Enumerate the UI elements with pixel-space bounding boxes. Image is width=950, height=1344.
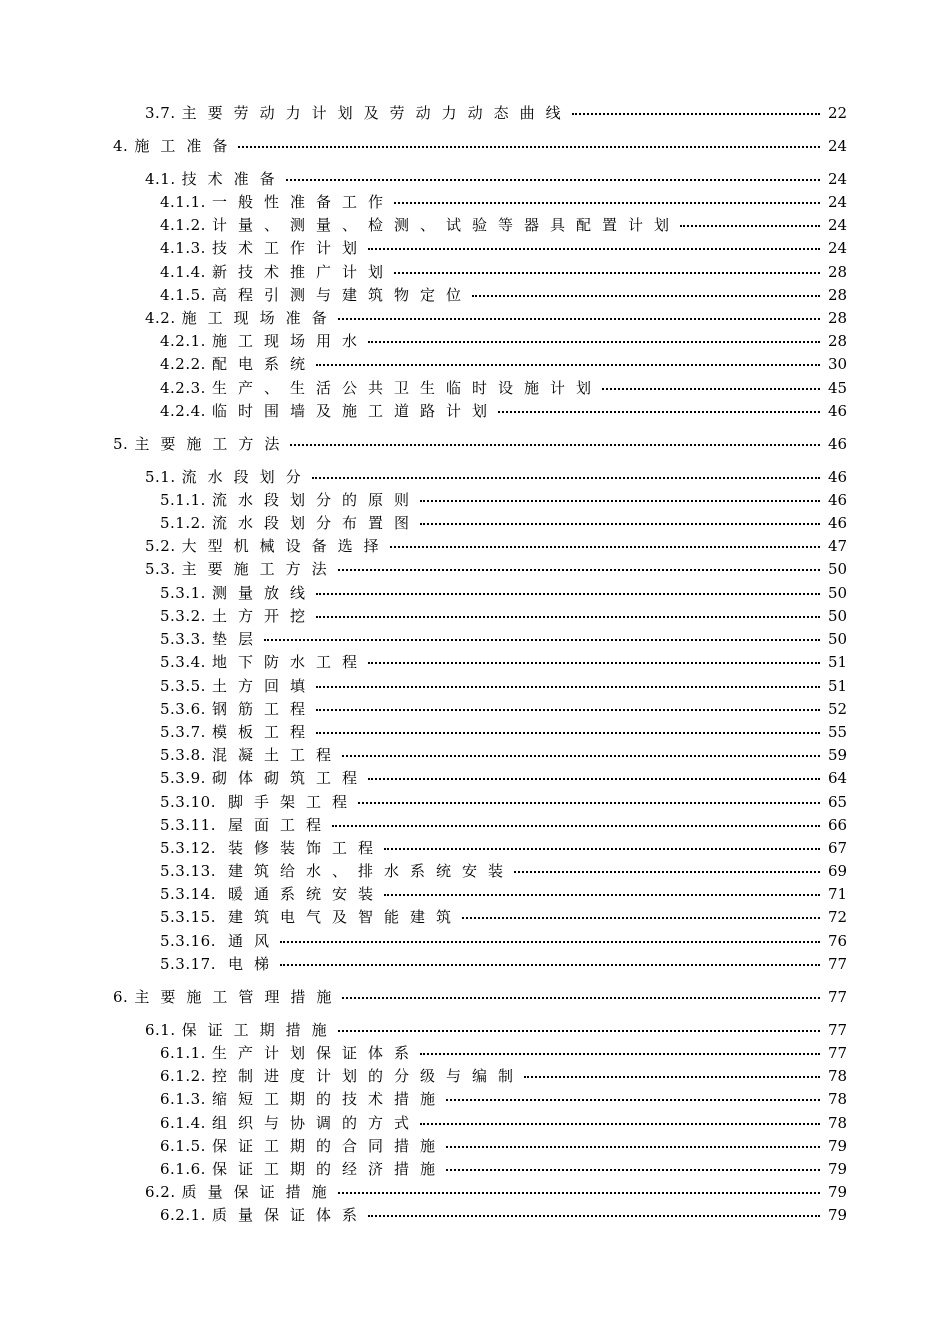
toc-entry-title: 建筑给水、排水系统安装 [227, 862, 514, 880]
toc-entry[interactable] [160, 906, 846, 928]
toc-entry-title: 技术准备 [181, 170, 286, 188]
toc-entry[interactable] [160, 767, 846, 789]
toc-dot-leader [338, 569, 820, 571]
toc-entry-page-number: 47 [828, 537, 848, 555]
toc-entry-number: 4.2. [145, 309, 176, 327]
toc-entry-page-number: 77 [828, 988, 848, 1006]
toc-entry-page-number: 46 [828, 435, 848, 453]
toc-entry[interactable] [160, 284, 846, 306]
toc-entry-title: 模板工程 [211, 723, 316, 741]
toc-entry-title: 通风 [227, 932, 280, 950]
toc-entry-title: 临时围墙及施工道路计划 [211, 402, 498, 420]
toc-entry-page-number: 28 [828, 286, 848, 304]
toc-entry-page-number: 78 [828, 1067, 848, 1085]
toc-entry-page-number: 79 [828, 1137, 848, 1155]
toc-entry-number: 5.3.9. [160, 769, 206, 787]
toc-entry[interactable] [160, 512, 846, 534]
toc-entry-number: 6.1.5. [160, 1137, 206, 1155]
toc-entry-page-number: 78 [828, 1090, 848, 1108]
toc-dot-leader [342, 755, 820, 757]
toc-dot-leader [524, 1076, 820, 1078]
toc-entry[interactable] [160, 675, 846, 697]
toc-entry-number: 5.3.6. [160, 700, 206, 718]
toc-dot-leader [680, 225, 820, 227]
toc-entry-title: 缩短工期的技术措施 [211, 1090, 446, 1108]
toc-entry-page-number: 72 [828, 908, 848, 926]
toc-dot-leader [368, 248, 820, 250]
toc-entry-page-number: 24 [828, 137, 848, 155]
toc-entry[interactable] [113, 433, 846, 455]
toc-entry-title: 流水段划分布置图 [211, 514, 420, 532]
toc-entry-title: 混凝土工程 [211, 746, 342, 764]
toc-entry-number: 5.3.12. [160, 839, 216, 857]
toc-entry-number: 5.3.7. [160, 723, 206, 741]
toc-entry-number: 5.2. [145, 537, 176, 555]
toc-entry-number: 6.2. [145, 1183, 176, 1201]
toc-dot-leader [316, 732, 820, 734]
toc-entry-page-number: 46 [828, 514, 848, 532]
toc-entry-page-number: 50 [828, 630, 848, 648]
toc-dot-leader [332, 825, 820, 827]
toc-entry-number: 5.3.13. [160, 862, 216, 880]
toc-dot-leader [280, 964, 820, 966]
toc-entry-page-number: 46 [828, 468, 848, 486]
toc-entry-page-number: 50 [828, 584, 848, 602]
toc-entry-title: 装修装饰工程 [227, 839, 384, 857]
toc-entry-number: 6.1.2. [160, 1067, 206, 1085]
toc-entry-page-number: 24 [828, 193, 848, 211]
toc-entry-title: 流水段划分的原则 [211, 491, 420, 509]
toc-entry[interactable] [160, 860, 846, 882]
toc-entry[interactable] [160, 698, 846, 720]
toc-entry-title: 质量保证措施 [181, 1183, 338, 1201]
toc-entry[interactable] [160, 353, 846, 375]
toc-entry[interactable] [160, 1065, 846, 1087]
toc-dot-leader [390, 546, 820, 548]
toc-entry-number: 5.3.11. [160, 816, 216, 834]
toc-entry-page-number: 28 [828, 309, 848, 327]
toc-entry-number: 5.3.1. [160, 584, 206, 602]
toc-entry-number: 5.3.10. [160, 793, 216, 811]
toc-entry-number: 6.2.1. [160, 1206, 206, 1224]
toc-entry-page-number: 79 [828, 1183, 848, 1201]
toc-entry-title: 垫层 [211, 630, 264, 648]
toc-dot-leader [394, 272, 820, 274]
toc-entry-number: 4.1.3. [160, 239, 206, 257]
toc-entry-title: 测量放线 [211, 584, 316, 602]
toc-entry-title: 屋面工程 [227, 816, 332, 834]
toc-entry[interactable] [160, 791, 846, 813]
toc-entry-title: 技术工作计划 [211, 239, 368, 257]
toc-entry[interactable] [160, 953, 846, 975]
toc-entry[interactable] [145, 307, 846, 329]
toc-entry-page-number: 64 [828, 769, 848, 787]
toc-entry[interactable] [145, 466, 846, 488]
toc-dot-leader [368, 1215, 820, 1217]
toc-entry-page-number: 77 [828, 955, 848, 973]
toc-entry-title: 建筑电气及智能建筑 [227, 908, 462, 926]
toc-entry-page-number: 71 [828, 885, 848, 903]
toc-entry-page-number: 78 [828, 1114, 848, 1132]
toc-dot-leader [290, 444, 820, 446]
toc-dot-leader [342, 997, 820, 999]
toc-entry-title: 施工现场准备 [181, 309, 338, 327]
toc-dot-leader [572, 113, 820, 115]
toc-entry-number: 6.1.6. [160, 1160, 206, 1178]
toc-entry-page-number: 79 [828, 1206, 848, 1224]
toc-entry-title: 保证工期的经济措施 [211, 1160, 446, 1178]
toc-entry-title: 脚手架工程 [227, 793, 358, 811]
toc-entry-page-number: 79 [828, 1160, 848, 1178]
toc-entry[interactable] [160, 1158, 846, 1180]
toc-dot-leader [264, 639, 820, 641]
toc-entry-number: 5.3.4. [160, 653, 206, 671]
toc-entry[interactable] [160, 1088, 846, 1110]
toc-entry-title: 保证工期的合同措施 [211, 1137, 446, 1155]
toc-entry-page-number: 46 [828, 402, 848, 420]
toc-entry-number: 4.1.5. [160, 286, 206, 304]
toc-entry-number: 4.2.4. [160, 402, 206, 420]
toc-entry-title: 大型机械设备选择 [181, 537, 390, 555]
toc-entry-number: 4.2.1. [160, 332, 206, 350]
toc-entry-title: 主要施工管理措施 [134, 988, 343, 1006]
toc-dot-leader [312, 477, 820, 479]
toc-entry-title: 保证工期措施 [181, 1021, 338, 1039]
toc-entry-number: 5.3.2. [160, 607, 206, 625]
toc-entry-title: 土方回填 [211, 677, 316, 695]
toc-entry-number: 4.1.2. [160, 216, 206, 234]
toc-dot-leader [420, 1053, 820, 1055]
toc-entry[interactable] [160, 489, 846, 511]
toc-entry[interactable] [145, 168, 846, 190]
toc-dot-leader [446, 1169, 820, 1171]
toc-entry-title: 控制进度计划的分级与编制 [211, 1067, 524, 1085]
toc-entry-title: 生产计划保证体系 [211, 1044, 420, 1062]
toc-entry-page-number: 51 [828, 653, 848, 671]
toc-entry[interactable] [160, 883, 846, 905]
toc-entry-number: 5.1.1. [160, 491, 206, 509]
toc-dot-leader [338, 1192, 820, 1194]
toc-entry[interactable] [160, 330, 846, 352]
toc-entry-title: 主要劳动力计划及劳动力动态曲线 [181, 104, 572, 122]
toc-dot-leader [280, 941, 820, 943]
toc-entry-number: 6.1.3. [160, 1090, 206, 1108]
toc-entry[interactable] [145, 558, 846, 580]
toc-entry-page-number: 22 [828, 104, 848, 122]
toc-entry-title: 组织与协调的方式 [211, 1114, 420, 1132]
toc-dot-leader [368, 341, 820, 343]
toc-entry-page-number: 65 [828, 793, 848, 811]
toc-entry-page-number: 45 [828, 379, 848, 397]
toc-dot-leader [238, 146, 820, 148]
toc-entry[interactable] [160, 1042, 846, 1064]
toc-dot-leader [420, 500, 820, 502]
toc-entry[interactable] [160, 261, 846, 283]
toc-entry[interactable] [160, 651, 846, 673]
toc-entry-page-number: 24 [828, 239, 848, 257]
toc-entry-title: 主要施工方法 [134, 435, 291, 453]
toc-entry-page-number: 30 [828, 355, 848, 373]
toc-dot-leader [384, 848, 820, 850]
toc-dot-leader [420, 1123, 820, 1125]
toc-entry-page-number: 28 [828, 332, 848, 350]
toc-entry[interactable] [160, 744, 846, 766]
toc-entry-page-number: 51 [828, 677, 848, 695]
toc-entry-number: 5.3.3. [160, 630, 206, 648]
toc-entry-title: 施工现场用水 [211, 332, 368, 350]
toc-entry-number: 6. [113, 988, 129, 1006]
toc-entry-page-number: 66 [828, 816, 848, 834]
toc-entry[interactable] [160, 237, 846, 259]
toc-dot-leader [420, 523, 820, 525]
toc-entry[interactable] [145, 1181, 846, 1203]
toc-entry[interactable] [160, 400, 846, 422]
toc-dot-leader [368, 778, 820, 780]
toc-entry-page-number: 59 [828, 746, 848, 764]
toc-entry-title: 质量保证体系 [211, 1206, 368, 1224]
toc-dot-leader [316, 364, 820, 366]
toc-entry-title: 配电系统 [211, 355, 316, 373]
toc-entry[interactable] [145, 535, 846, 557]
toc-entry[interactable] [160, 628, 846, 650]
toc-dot-leader [446, 1146, 820, 1148]
toc-dot-leader [338, 1030, 820, 1032]
toc-dot-leader [286, 179, 820, 181]
toc-entry-number: 5. [113, 435, 129, 453]
toc-entry-number: 4.1. [145, 170, 176, 188]
toc-entry[interactable] [160, 721, 846, 743]
toc-entry-number: 5.3.16. [160, 932, 216, 950]
toc-entry-title: 钢筋工程 [211, 700, 316, 718]
toc-entry-page-number: 77 [828, 1021, 848, 1039]
toc-entry[interactable] [160, 191, 846, 213]
toc-entry-title: 主要施工方法 [181, 560, 338, 578]
toc-entry-page-number: 52 [828, 700, 848, 718]
toc-entry[interactable] [160, 814, 846, 836]
toc-dot-leader [358, 802, 820, 804]
toc-entry[interactable] [113, 135, 846, 157]
toc-dot-leader [394, 202, 820, 204]
toc-entry-title: 流水段划分 [181, 468, 312, 486]
toc-dot-leader [514, 871, 820, 873]
toc-entry-number: 5.3.17. [160, 955, 216, 973]
toc-dot-leader [472, 295, 820, 297]
toc-dot-leader [446, 1099, 820, 1101]
toc-entry-number: 4.1.4. [160, 263, 206, 281]
toc-entry[interactable] [160, 1135, 846, 1157]
toc-entry-page-number: 50 [828, 607, 848, 625]
toc-entry[interactable] [160, 930, 846, 952]
toc-entry-number: 6.1. [145, 1021, 176, 1039]
toc-entry[interactable] [160, 837, 846, 859]
toc-entry-page-number: 76 [828, 932, 848, 950]
toc-entry-page-number: 67 [828, 839, 848, 857]
toc-entry-title: 高程引测与建筑物定位 [211, 286, 472, 304]
toc-entry-title: 生产、生活公共卫生临时设施计划 [211, 379, 602, 397]
toc-dot-leader [316, 593, 820, 595]
toc-dot-leader [316, 686, 820, 688]
toc-entry-number: 4.2.3. [160, 379, 206, 397]
toc-dot-leader [384, 894, 820, 896]
toc-entry-title: 砌体砌筑工程 [211, 769, 368, 787]
toc-entry[interactable] [160, 1112, 846, 1134]
toc-entry-title: 土方开挖 [211, 607, 316, 625]
toc-entry[interactable] [160, 377, 846, 399]
toc-entry[interactable] [160, 1204, 846, 1226]
toc-entry-number: 5.3.5. [160, 677, 206, 695]
toc-entry-page-number: 50 [828, 560, 848, 578]
toc-entry-number: 6.1.1. [160, 1044, 206, 1062]
toc-entry-number: 5.3.15. [160, 908, 216, 926]
toc-entry-number: 5.1. [145, 468, 176, 486]
toc-entry-number: 5.3. [145, 560, 176, 578]
toc-entry-number: 4.2.2. [160, 355, 206, 373]
toc-entry-number: 5.1.2. [160, 514, 206, 532]
toc-dot-leader [462, 917, 820, 919]
toc-entry-number: 5.3.14. [160, 885, 216, 903]
toc-entry[interactable] [145, 102, 846, 124]
toc-dot-leader [498, 411, 820, 413]
toc-entry-page-number: 24 [828, 216, 848, 234]
toc-entry-number: 3.7. [145, 104, 176, 122]
toc-entry-page-number: 55 [828, 723, 848, 741]
toc-entry-page-number: 69 [828, 862, 848, 880]
toc-dot-leader [368, 662, 820, 664]
toc-entry-title: 电梯 [227, 955, 280, 973]
toc-dot-leader [338, 318, 820, 320]
toc-entry-page-number: 77 [828, 1044, 848, 1062]
toc-entry[interactable] [145, 1019, 846, 1041]
toc-entry-number: 4.1.1. [160, 193, 206, 211]
toc-entry-number: 6.1.4. [160, 1114, 206, 1132]
toc-entry-page-number: 46 [828, 491, 848, 509]
toc-entry-title: 施工准备 [134, 137, 239, 155]
toc-entry[interactable] [160, 605, 846, 627]
toc-entry[interactable] [160, 582, 846, 604]
toc-entry-title: 一般性准备工作 [211, 193, 394, 211]
toc-entry[interactable] [113, 986, 846, 1008]
toc-entry-title: 地下防水工程 [211, 653, 368, 671]
toc-dot-leader [602, 388, 820, 390]
toc-dot-leader [316, 616, 820, 618]
toc-dot-leader [316, 709, 820, 711]
toc-entry[interactable] [160, 214, 846, 236]
toc-entry-page-number: 24 [828, 170, 848, 188]
toc-entry-title: 暖通系统安装 [227, 885, 384, 903]
toc-entry-title: 计量、测量、检测、试验等器具配置计划 [211, 216, 680, 234]
toc-entry-title: 新技术推广计划 [211, 263, 394, 281]
toc-entry-number: 4. [113, 137, 129, 155]
toc-entry-number: 5.3.8. [160, 746, 206, 764]
toc-entry-page-number: 28 [828, 263, 848, 281]
